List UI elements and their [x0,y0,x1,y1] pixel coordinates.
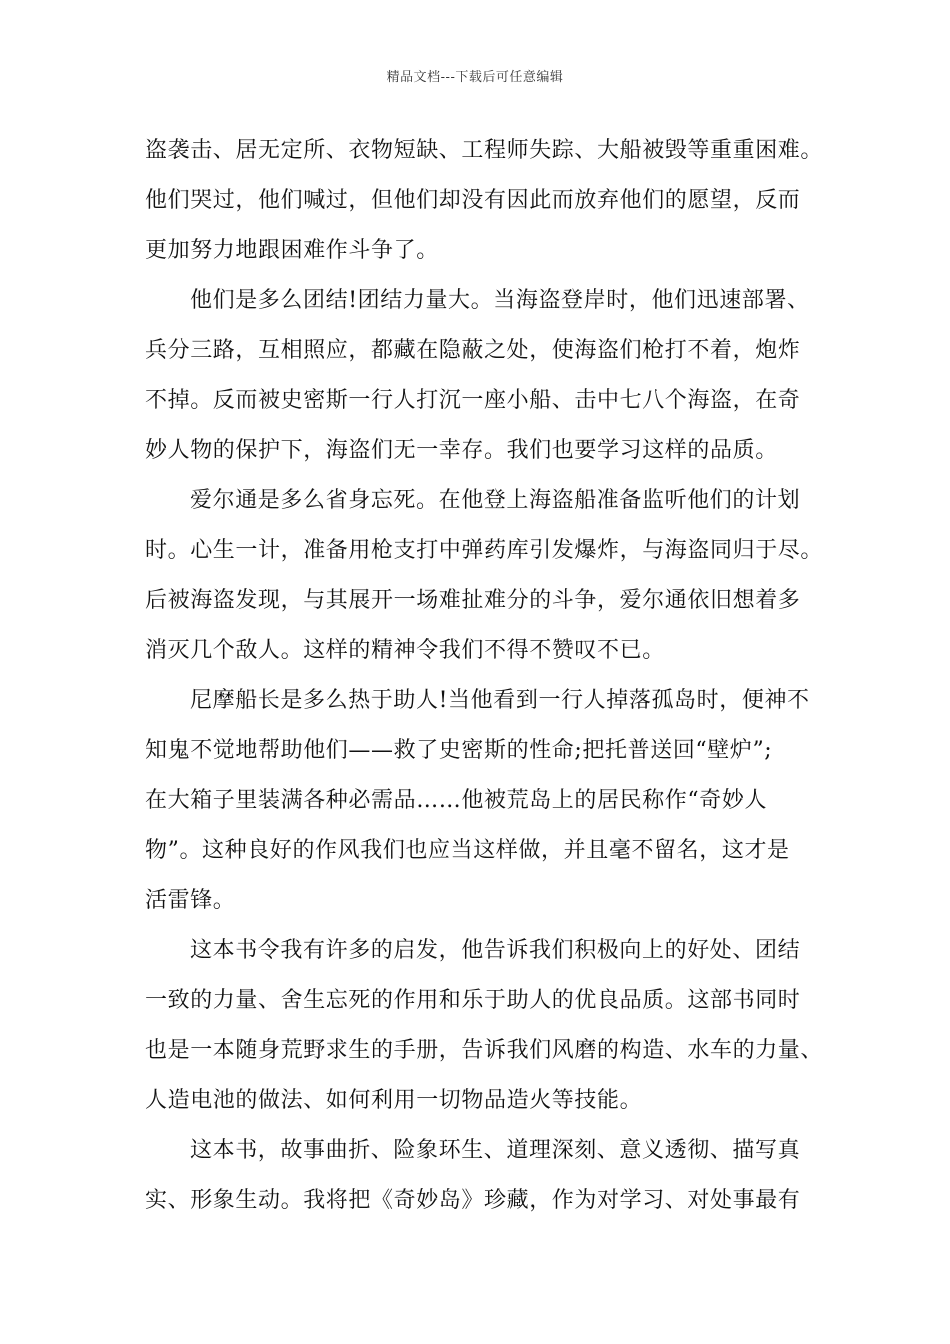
text-line: 妙人物的保护下，海盗们无一幸存。我们也要学习这样的品质。 [145,438,778,463]
page-header: 精品文档---下载后可任意编辑 [386,70,564,85]
text-line: 一致的力量、舍生忘死的作用和乐于助人的优良品质。这部书同时 [145,988,801,1013]
text-line: 消灭几个敌人。这样的精神令我们不得不赞叹不已。 [145,638,665,663]
text-line: 人造电池的做法、如何利用一切物品造火等技能。 [145,1088,643,1113]
text-line: 活雷锋。 [145,888,236,913]
text-line: 时。心生一计，准备用枪支打中弹药库引发爆炸，与海盗同归于尽。 [145,538,824,563]
text-line: 这本书令我有许多的启发，他告诉我们积极向上的好处、团结 [190,938,801,963]
text-line: 这本书，故事曲折、险象环生、道理深刻、意义透彻、描写真 [190,1138,801,1163]
text-line: 更加努力地跟困难作斗争了。 [145,238,439,263]
text-line: 不掉。反而被史密斯一行人打沉一座小船、击中七八个海盗，在奇 [145,388,801,413]
text-line: 盗袭击、居无定所、衣物短缺、工程师失踪、大船被毁等重重困难。 [145,138,824,163]
text-line: 知鬼不觉地帮助他们——救了史密斯的性命;把托普送回“壁炉”; [145,738,773,763]
text-line: 在大箱子里装满各种必需品……他被荒岛上的居民称作“奇妙人 [145,788,768,813]
text-line: 尼摩船长是多么热于助人!当他看到一行人掉落孤岛时，便神不 [190,688,810,713]
text-line: 实、形象生动。我将把《奇妙岛》珍藏，作为对学习、对处事最有 [145,1188,801,1213]
text-line: 兵分三路，互相照应，都藏在隐蔽之处，使海盗们枪打不着，炮炸 [145,338,801,363]
text-line: 也是一本随身荒野求生的手册，告诉我们风磨的构造、水车的力量、 [145,1038,824,1063]
text-line: 物”。这种良好的作风我们也应当这样做，并且毫不留名，这才是 [145,838,790,863]
text-line: 爱尔通是多么省身忘死。在他登上海盗船准备监听他们的计划 [190,488,801,513]
text-line: 后被海盗发现，与其展开一场难扯难分的斗争，爱尔通依旧想着多 [145,588,801,613]
document-body [145,126,824,1226]
text-line: 他们是多么团结!团结力量大。当海盗登岸时，他们迅速部署、 [190,288,810,313]
text-line: 他们哭过，他们喊过，但他们却没有因此而放弃他们的愿望，反而 [145,188,801,213]
